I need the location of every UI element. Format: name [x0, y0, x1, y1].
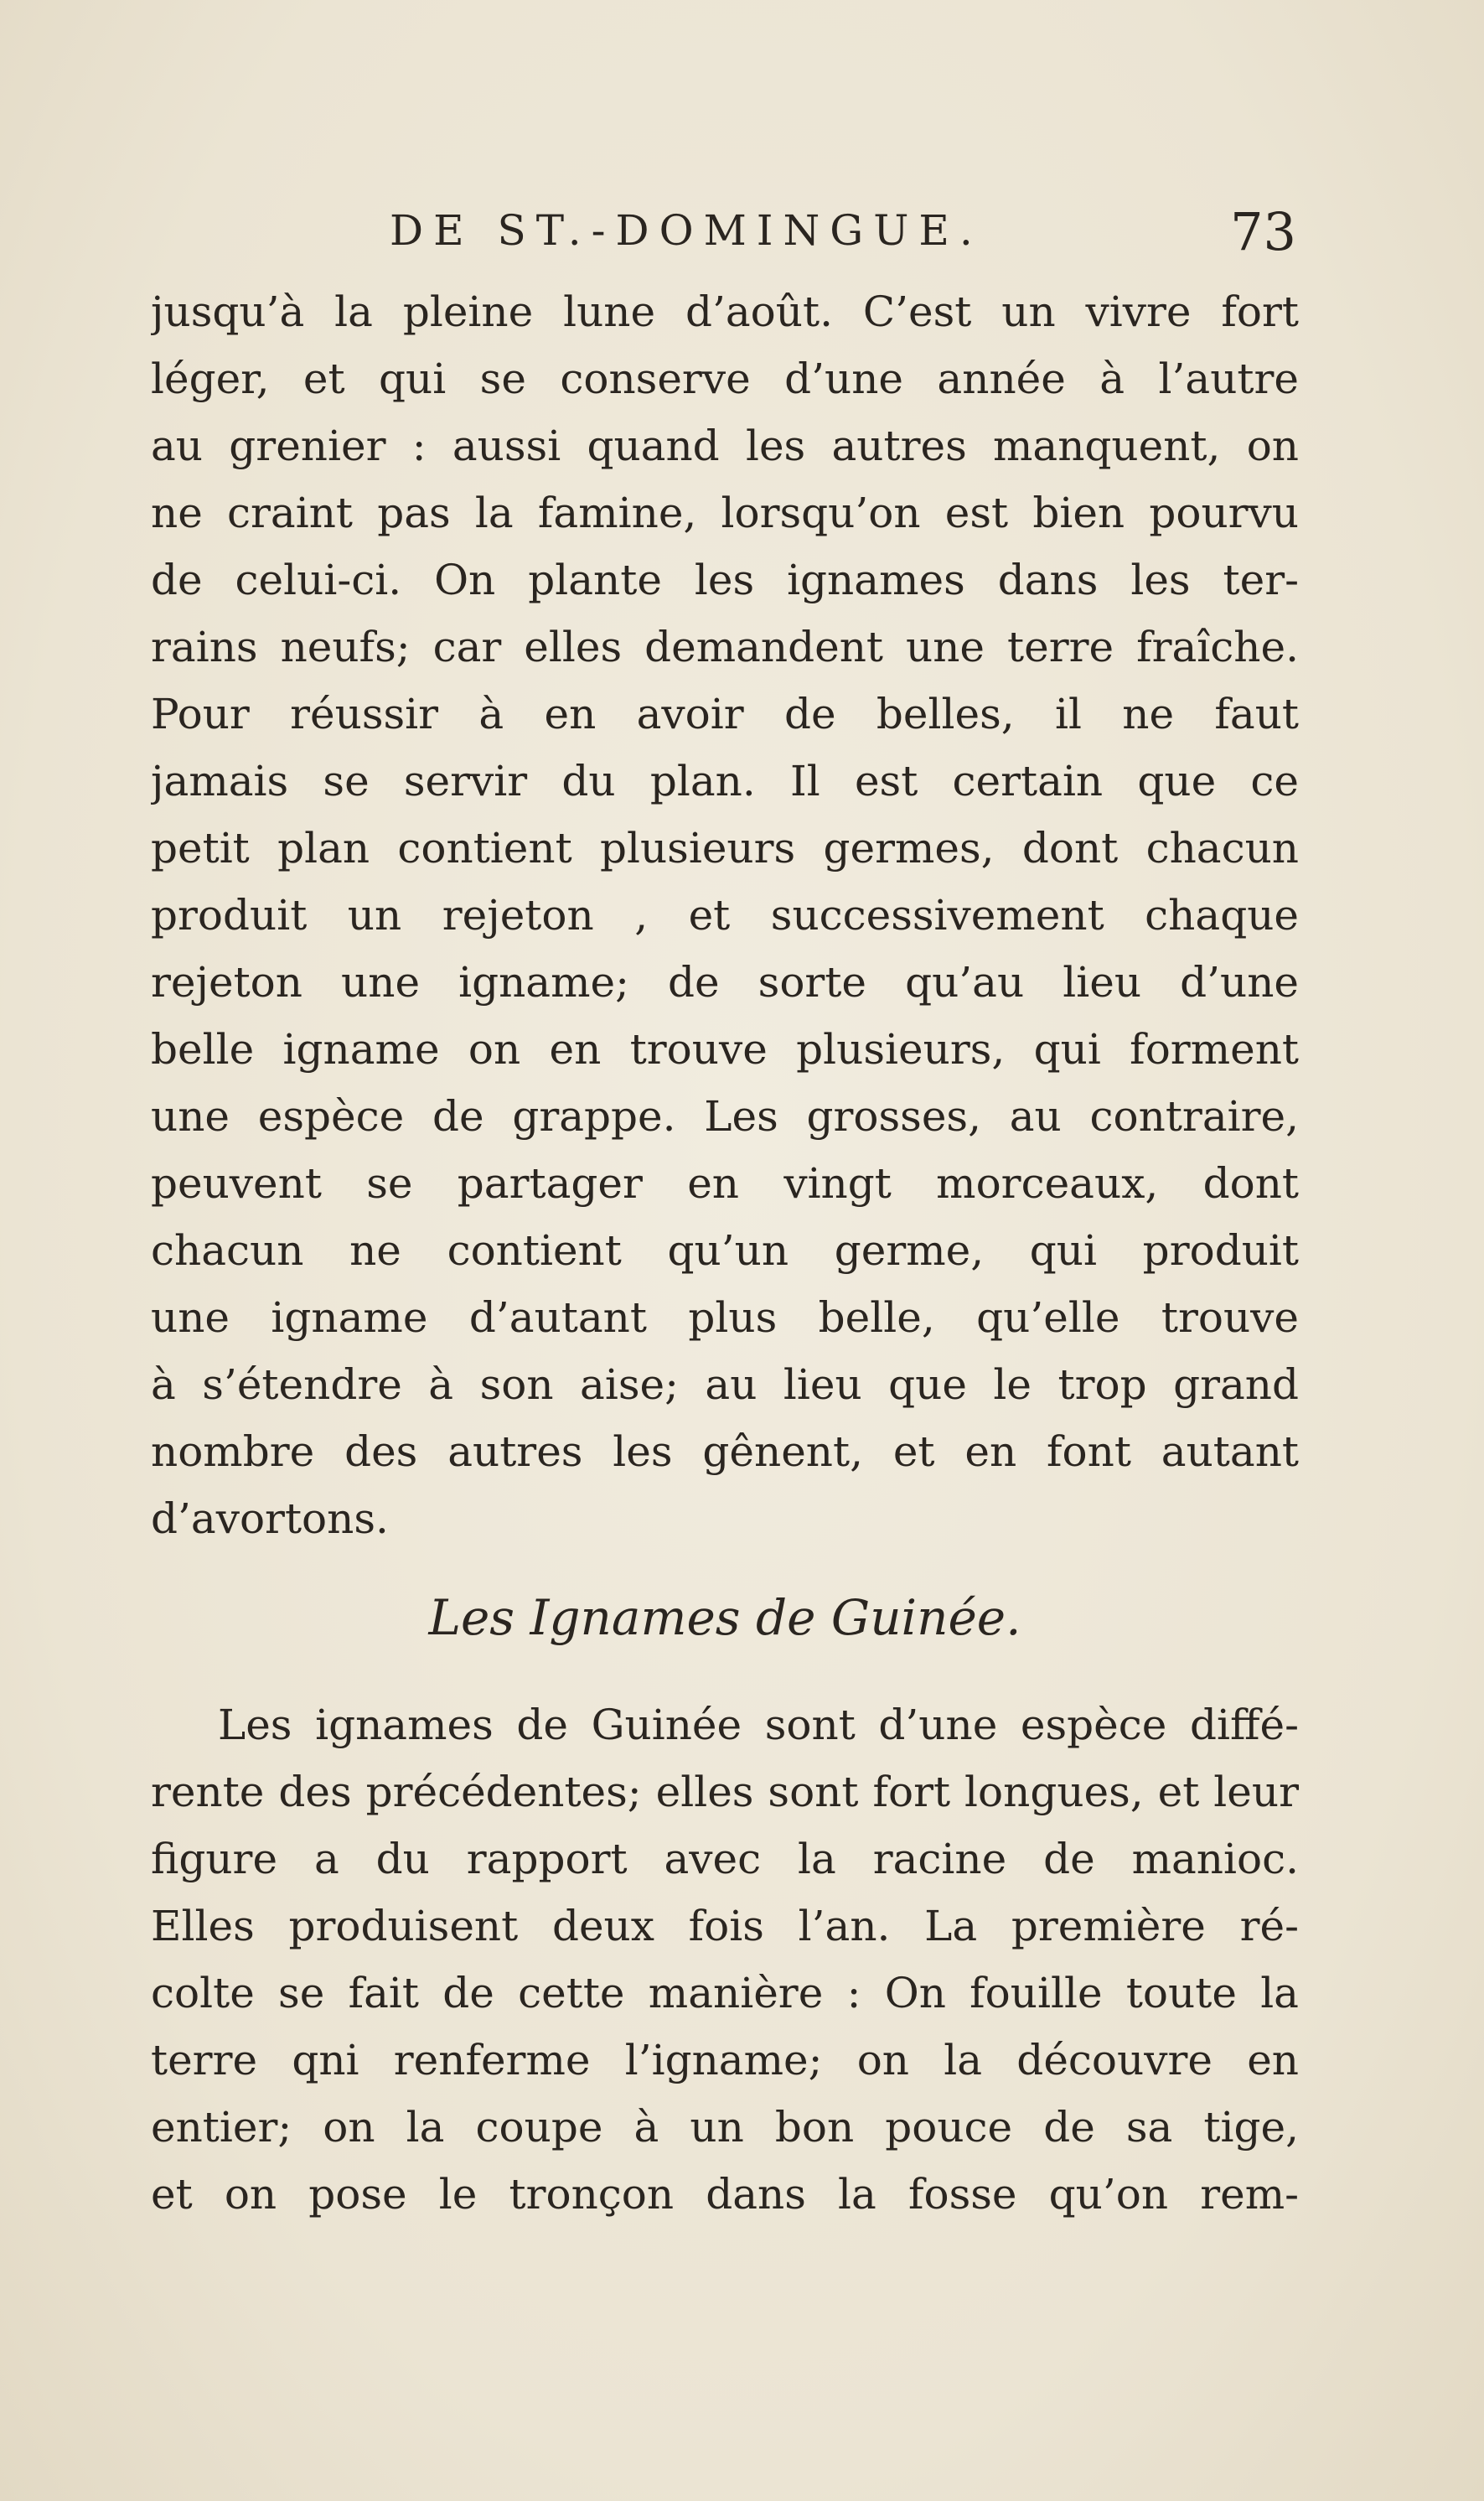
text-line: à s’étendre à son aise; au lieu que le trop grand — [151, 1360, 1299, 1409]
section-heading: Les Ignames de Guinée. — [428, 1589, 1021, 1646]
text-line: d’avortons. — [151, 1494, 389, 1543]
text-line: rente des précédentes; elles sont fort longues, et leur — [151, 1768, 1299, 1816]
text-line: Les ignames de Guinée sont d’une espèce diffé- — [218, 1701, 1299, 1749]
page-number: 73 — [1230, 201, 1296, 262]
text-line: produit un rejeton , et successivement chaque — [151, 891, 1299, 940]
text-line: belle igname on en trouve plusieurs, qui forment — [151, 1025, 1299, 1074]
text-line: petit plan contient plusieurs germes, dont chacun — [151, 824, 1299, 873]
paragraph-guinee — [151, 1691, 1299, 2228]
text-line: jamais se servir du plan. Il est certain que ce — [151, 757, 1299, 805]
text-line: chacun ne contient qu’un germe, qui produit — [151, 1226, 1299, 1275]
text-line: une espèce de grappe. Les grosses, au contraire, — [151, 1092, 1299, 1141]
text-line: figure a du rapport avec la racine de manioc. — [151, 1835, 1299, 1883]
page-header — [155, 201, 1303, 277]
text-line: entier; on la coupe à un bon pouce de sa tige, — [151, 2103, 1299, 2151]
running-head: DE ST.-DOMINGUE. — [390, 206, 983, 255]
text-line: peuvent se partager en vingt morceaux, dont — [151, 1159, 1299, 1208]
text-line: colte se fait de cette manière : On fouille toute la — [151, 1969, 1299, 2017]
paragraph-continued — [151, 278, 1299, 1552]
text-line: Elles produisent deux fois l’an. La première ré- — [151, 1902, 1299, 1950]
text-line: terre qni renferme l’igname; on la découvre en — [151, 2036, 1299, 2084]
text-line: ne craint pas la famine, lorsqu’on est bien pourvu — [151, 489, 1299, 537]
text-line: rejeton une igname; de sorte qu’au lieu d’une — [151, 958, 1299, 1007]
text-line: une igname d’autant plus belle, qu’elle trouve — [151, 1293, 1299, 1342]
text-line: rains neufs; car elles demandent une terre fraîche. — [151, 623, 1299, 671]
text-line: de celui-ci. On plante les ignames dans les ter- — [151, 556, 1299, 604]
text-line: nombre des autres les gênent, et en font autant — [151, 1427, 1299, 1476]
text-line: au grenier : aussi quand les autres manquent, on — [151, 422, 1299, 470]
text-line: Pour réussir à en avoir de belles, il ne faut — [151, 690, 1299, 738]
text-line: et on pose le tronçon dans la fosse qu’on rem- — [151, 2170, 1299, 2219]
text-line: jusqu’à la pleine lune d’août. C’est un vivre fort — [151, 287, 1299, 336]
text-line: léger, et qui se conserve d’une année à l’autre — [151, 355, 1299, 403]
